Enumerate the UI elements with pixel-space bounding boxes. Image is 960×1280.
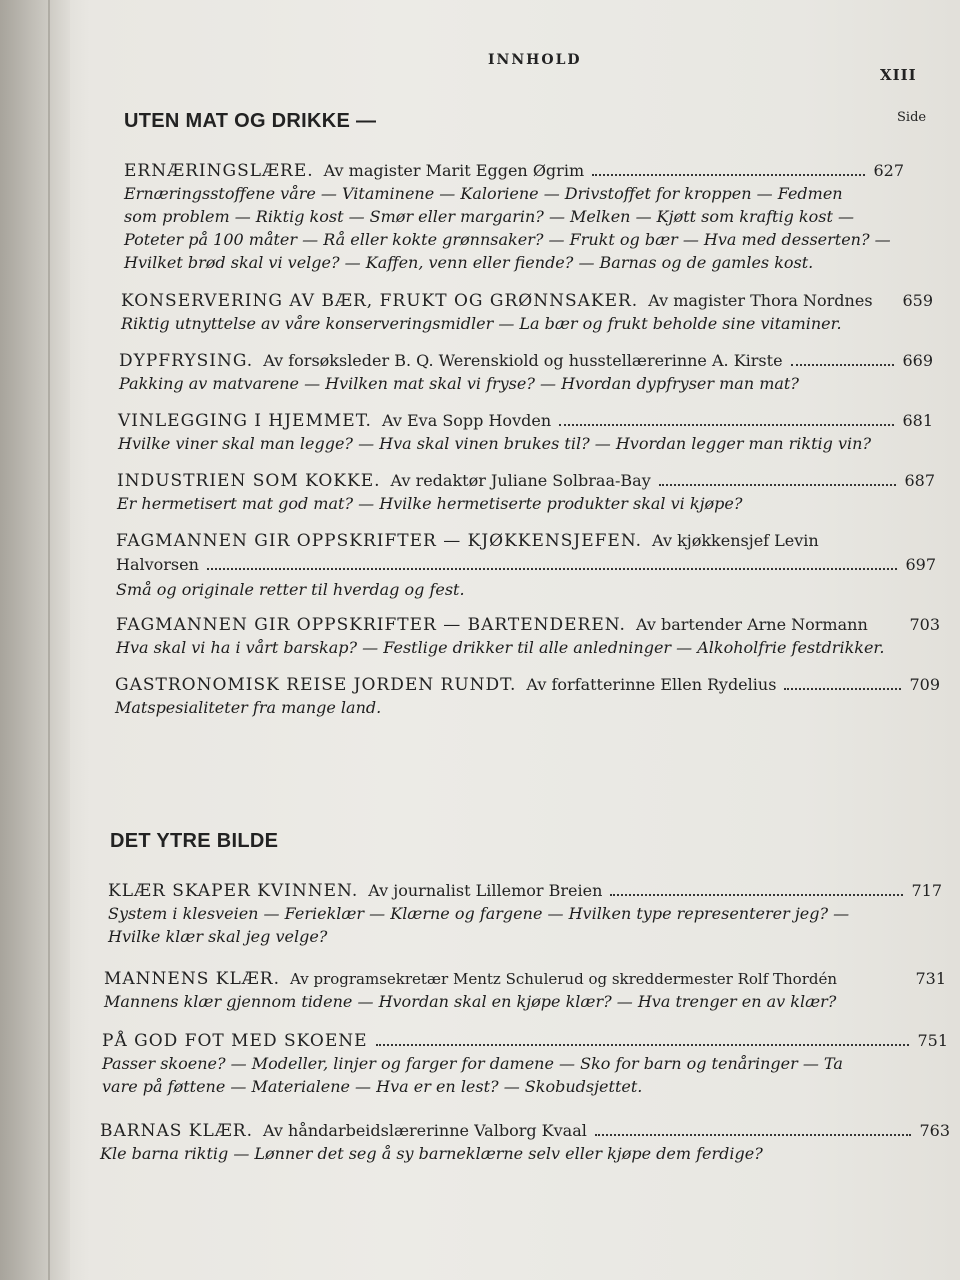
entry-title-line xyxy=(116,614,940,636)
page-gutter-line xyxy=(48,0,50,1280)
entry-title-line xyxy=(116,530,936,552)
entry-page: 751 xyxy=(917,1031,948,1050)
entry-title: FAGMANNEN GIR OPPSKRIFTER — BARTENDEREN. xyxy=(116,615,626,635)
entry-page: 717 xyxy=(911,881,942,900)
entry-author: Av håndarbeidslærerinne Valborg Kvaal xyxy=(262,1121,587,1140)
entry-page: 763 xyxy=(919,1121,950,1140)
entry-page: 687 xyxy=(904,471,935,490)
entry-author: Av forsøksleder B. Q. Werenskiold og husstellærerinne A. Kirste xyxy=(263,351,783,370)
toc-entry xyxy=(104,968,946,1013)
entry-page: 709 xyxy=(909,675,940,694)
entry-title: INDUSTRIEN SOM KOKKE. xyxy=(117,471,381,491)
entry-author: Av journalist Lillemor Breien xyxy=(368,881,603,900)
entry-author: Av bartender Arne Normann xyxy=(635,615,868,634)
running-header: INNHOLD xyxy=(488,52,582,68)
entry-description: Hvilket brød skal vi velge? — Kaffen, venn eller fiende? — Barnas og de gamles kost. xyxy=(124,253,814,272)
entry-page: 697 xyxy=(905,555,936,574)
entry-author: Av forfatterinne Ellen Rydelius xyxy=(526,675,777,694)
entry-description: Ernæringsstoffene våre — Vitaminene — Kaloriene — Drivstoffet for kroppen — Fedmen xyxy=(124,184,843,203)
toc-entry xyxy=(100,1120,950,1165)
toc-entry xyxy=(116,530,936,601)
dot-leader xyxy=(791,363,895,366)
entry-page: 731 xyxy=(915,969,946,988)
dot-leader xyxy=(207,567,898,570)
dot-leader xyxy=(595,1133,912,1136)
entry-title: PÅ GOD FOT MED SKOENE xyxy=(102,1031,368,1051)
entry-title: KLÆR SKAPER KVINNEN. xyxy=(108,881,359,901)
entry-description: Mannens klær gjennom tidene — Hvordan skal en kjøpe klær? — Hva trenger en av klær? xyxy=(104,992,837,1011)
entry-title-line xyxy=(119,350,933,372)
toc-entry xyxy=(121,290,933,335)
entry-title: FAGMANNEN GIR OPPSKRIFTER — KJØKKENSJEFEN. xyxy=(116,531,643,551)
entry-description: vare på føttene — Materialene — Hva er en lest? — Skobudsjettet. xyxy=(102,1077,643,1096)
entry-description: Matspesialiteter fra mange land. xyxy=(115,698,382,717)
entry-author: Av kjøkkensjef Levin xyxy=(652,531,819,550)
entry-title-line xyxy=(118,410,933,432)
entry-description: Passer skoene? — Modeller, linjer og farger for damene — Sko for barn og tenåringer — Ta xyxy=(102,1054,843,1073)
dot-leader xyxy=(659,483,897,486)
entry-description: Hva skal vi ha i vårt barskap? — Festlige drikker til alle anledninger — Alkoholfrie festdrikker. xyxy=(116,638,885,657)
entry-author: Av Eva Sopp Hovden xyxy=(381,411,552,430)
entry-description: som problem — Riktig kost — Smør eller margarin? — Melken — Kjøtt som kraftig kost — xyxy=(124,207,854,226)
entry-title-line-continued xyxy=(116,554,936,576)
entry-author: Av magister Marit Eggen Øgrim xyxy=(323,161,585,180)
entry-title: MANNENS KLÆR. xyxy=(104,969,280,989)
entry-author: Av redaktør Juliane Solbraa-Bay xyxy=(390,471,651,490)
entry-description: Poteter på 100 måter — Rå eller kokte grønnsaker? — Frukt og bær — Hva med desserten? — xyxy=(124,230,891,249)
dot-leader xyxy=(784,687,901,690)
entry-title-line xyxy=(121,290,933,312)
entry-title-line xyxy=(124,160,904,182)
book-spine-shadow xyxy=(0,0,70,1280)
dot-leader xyxy=(559,423,894,426)
entry-author: Av magister Thora Nordnes xyxy=(648,291,873,310)
page-number: XIII xyxy=(880,66,917,84)
entry-title: GASTRONOMISK REISE JORDEN RUNDT. xyxy=(115,675,517,695)
entry-author-continued: Halvorsen xyxy=(116,555,199,574)
section-heading: UTEN MAT OG DRIKKE — xyxy=(124,110,377,132)
page-header xyxy=(0,52,960,82)
entry-title-line xyxy=(108,880,942,902)
entry-description: Små og originale retter til hverdag og fest. xyxy=(116,580,465,599)
entry-title-line xyxy=(100,1120,950,1142)
entry-description: Pakking av matvarene — Hvilken mat skal vi fryse? — Hvordan dypfryser man mat? xyxy=(119,374,799,393)
toc-entry xyxy=(118,410,933,455)
entry-description: Hvilke klær skal jeg velge? xyxy=(108,927,328,946)
entry-title: ERNÆRINGSLÆRE. xyxy=(124,161,314,181)
section-heading: DET YTRE BILDE xyxy=(110,830,279,852)
entry-description: System i klesveien — Ferieklær — Klærne og fargene — Hvilken type representerer jeg? — xyxy=(108,904,850,923)
entry-author: Av programsekretær Mentz Schulerud og skreddermester Rolf Thordén xyxy=(289,970,838,988)
toc-entry xyxy=(115,674,940,719)
toc-entry xyxy=(124,160,904,274)
entry-title: KONSERVERING AV BÆR, FRUKT OG GRØNNSAKER. xyxy=(121,291,639,311)
toc-entry xyxy=(117,470,935,515)
entry-title: BARNAS KLÆR. xyxy=(100,1121,253,1141)
entry-title-line xyxy=(104,968,946,990)
entry-description: Hvilke viner skal man legge? — Hva skal vinen brukes til? — Hvordan legger man riktig vin? xyxy=(118,434,872,453)
entry-title: VINLEGGING I HJEMMET. xyxy=(118,411,372,431)
dot-leader xyxy=(592,173,865,176)
dot-leader xyxy=(610,893,903,896)
entry-title: DYPFRYSING. xyxy=(119,351,254,371)
dot-leader xyxy=(376,1043,910,1046)
entry-page: 669 xyxy=(902,351,933,370)
entry-page: 659 xyxy=(902,291,933,310)
toc-entry xyxy=(119,350,933,395)
entry-page: 627 xyxy=(873,161,904,180)
entry-description: Kle barna riktig — Lønner det seg å sy barneklærne selv eller kjøpe dem ferdige? xyxy=(100,1144,763,1163)
toc-entry xyxy=(108,880,942,948)
side-column-label: Side xyxy=(897,110,927,125)
entry-title-line xyxy=(117,470,935,492)
toc-entry xyxy=(116,614,940,659)
entry-description: Er hermetisert mat god mat? — Hvilke hermetiserte produkter skal vi kjøpe? xyxy=(117,494,743,513)
entry-description: Riktig utnyttelse av våre konserveringsmidler — La bær og frukt beholde sine vitaminer. xyxy=(121,314,842,333)
entry-page: 681 xyxy=(902,411,933,430)
entry-page: 703 xyxy=(909,615,940,634)
toc-entry xyxy=(102,1030,948,1098)
entry-title-line xyxy=(102,1030,948,1052)
entry-title-line xyxy=(115,674,940,696)
